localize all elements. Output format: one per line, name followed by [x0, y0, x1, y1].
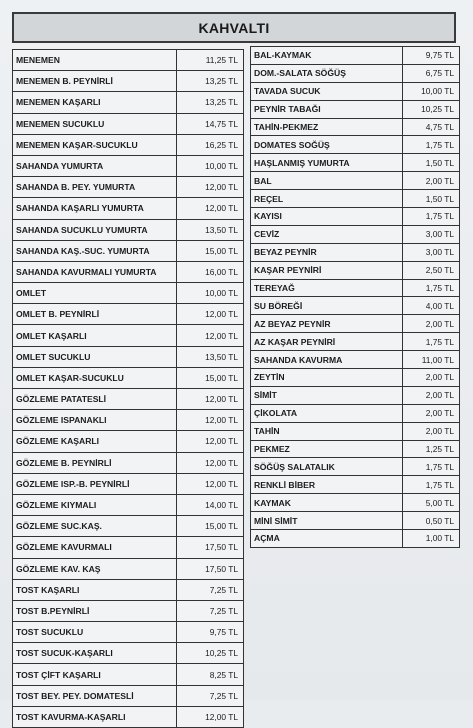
menu-row [251, 136, 460, 154]
item-price: 14,00 TL [177, 494, 244, 515]
item-name: SAHANDA YUMURTA [13, 155, 177, 176]
item-price: 1,00 TL [403, 530, 460, 548]
menu-row [251, 351, 460, 369]
item-name: SÖĞÜŞ SALATALIK [251, 458, 403, 476]
item-name: GÖZLEME SUC.KAŞ. [13, 516, 177, 537]
item-name: MENEMEN KAŞAR-SUCUKLU [13, 134, 177, 155]
menu-row [251, 369, 460, 387]
item-name: KAŞAR PEYNİRİ [251, 261, 403, 279]
menu-row [13, 367, 244, 388]
menu-row [13, 113, 244, 134]
item-price: 2,00 TL [403, 386, 460, 404]
item-name: TOST ÇİFT KAŞARLI [13, 664, 177, 685]
item-price: 1,75 TL [403, 476, 460, 494]
menu-row [13, 706, 244, 727]
item-name: SAHANDA SUCUKLU YUMURTA [13, 219, 177, 240]
menu-row [13, 622, 244, 643]
menu-row [251, 261, 460, 279]
item-price: 10,00 TL [403, 82, 460, 100]
item-price: 10,00 TL [177, 155, 244, 176]
menu-title: KAHVALTI [198, 19, 270, 36]
item-price: 12,00 TL [177, 325, 244, 346]
menu-row [13, 537, 244, 558]
item-price: 1,75 TL [403, 279, 460, 297]
item-price: 13,50 TL [177, 346, 244, 367]
menu-row [13, 664, 244, 685]
menu-row [13, 283, 244, 304]
item-price: 2,00 TL [403, 369, 460, 387]
menu-row [13, 198, 244, 219]
item-name: SU BÖREĞİ [251, 297, 403, 315]
menu-row [13, 389, 244, 410]
menu-row [251, 494, 460, 512]
item-name: BEYAZ PEYNİR [251, 243, 403, 261]
menu-row [251, 47, 460, 65]
menu-row [251, 530, 460, 548]
right-price-table [250, 46, 460, 548]
menu-row [251, 297, 460, 315]
item-name: TOST SUCUK-KAŞARLI [13, 643, 177, 664]
item-name: GÖZLEME KIYMALI [13, 494, 177, 515]
item-price: 11,00 TL [403, 351, 460, 369]
menu-row [13, 92, 244, 113]
item-name: AÇMA [251, 530, 403, 548]
menu-row [251, 333, 460, 351]
item-price: 12,00 TL [177, 389, 244, 410]
item-price: 12,00 TL [177, 452, 244, 473]
menu-row [13, 177, 244, 198]
item-name: TOST SUCUKLU [13, 622, 177, 643]
menu-row [251, 208, 460, 226]
item-price: 3,00 TL [403, 225, 460, 243]
item-price: 12,00 TL [177, 473, 244, 494]
item-price: 7,25 TL [177, 600, 244, 621]
item-name: TAVADA SUCUK [251, 82, 403, 100]
item-name: REÇEL [251, 190, 403, 208]
item-name: SİMİT [251, 386, 403, 404]
item-price: 13,25 TL [177, 92, 244, 113]
menu-row [13, 452, 244, 473]
item-name: GÖZLEME KAV. KAŞ [13, 558, 177, 579]
item-name: TAHİN [251, 422, 403, 440]
item-price: 2,00 TL [403, 404, 460, 422]
item-price: 5,00 TL [403, 494, 460, 512]
item-price: 7,25 TL [177, 579, 244, 600]
item-name: KAYMAK [251, 494, 403, 512]
item-price: 16,00 TL [177, 261, 244, 282]
item-price: 1,50 TL [403, 154, 460, 172]
item-name: GÖZLEME PATATESLİ [13, 389, 177, 410]
item-name: KAYISI [251, 208, 403, 226]
item-name: MENEMEN SUCUKLU [13, 113, 177, 134]
menu-row [251, 100, 460, 118]
item-price: 2,00 TL [403, 172, 460, 190]
item-price: 15,00 TL [177, 367, 244, 388]
menu-row [13, 516, 244, 537]
item-price: 10,25 TL [403, 100, 460, 118]
item-price: 10,00 TL [177, 283, 244, 304]
menu-row [251, 172, 460, 190]
item-name: GÖZLEME KAŞARLI [13, 431, 177, 452]
menu-row [13, 579, 244, 600]
item-name: TOST KAVURMA-KAŞARLI [13, 706, 177, 727]
menu-row [13, 431, 244, 452]
item-price: 4,75 TL [403, 118, 460, 136]
item-name: MENEMEN [13, 50, 177, 71]
item-name: MENEMEN B. PEYNİRLİ [13, 71, 177, 92]
item-name: TOST BEY. PEY. DOMATESLİ [13, 685, 177, 706]
menu-row [13, 473, 244, 494]
item-price: 8,25 TL [177, 664, 244, 685]
item-name: PEYNİR TABAĞI [251, 100, 403, 118]
item-name: AZ BEYAZ PEYNİR [251, 315, 403, 333]
menu-row [251, 315, 460, 333]
item-price: 1,75 TL [403, 458, 460, 476]
item-name: HAŞLANMIŞ YUMURTA [251, 154, 403, 172]
item-price: 3,00 TL [403, 243, 460, 261]
item-price: 12,00 TL [177, 431, 244, 452]
item-name: GÖZLEME ISP.-B. PEYNİRLİ [13, 473, 177, 494]
menu-row [251, 476, 460, 494]
item-price: 15,00 TL [177, 240, 244, 261]
item-name: BAL [251, 172, 403, 190]
item-name: TAHİN-PEKMEZ [251, 118, 403, 136]
item-price: 2,00 TL [403, 422, 460, 440]
item-name: TOST KAŞARLI [13, 579, 177, 600]
menu-row [251, 422, 460, 440]
item-price: 1,75 TL [403, 136, 460, 154]
item-name: TEREYAĞ [251, 279, 403, 297]
menu-row [251, 190, 460, 208]
menu-row [251, 386, 460, 404]
item-name: AZ KAŞAR PEYNİRİ [251, 333, 403, 351]
menu-row [251, 279, 460, 297]
item-price: 15,00 TL [177, 516, 244, 537]
item-price: 12,00 TL [177, 198, 244, 219]
item-price: 11,25 TL [177, 50, 244, 71]
menu-row [251, 458, 460, 476]
item-price: 14,75 TL [177, 113, 244, 134]
item-name: GÖZLEME KAVURMALI [13, 537, 177, 558]
item-price: 1,75 TL [403, 333, 460, 351]
item-price: 10,25 TL [177, 643, 244, 664]
menu-row [13, 685, 244, 706]
item-price: 12,00 TL [177, 410, 244, 431]
menu-row [13, 261, 244, 282]
menu-row [13, 346, 244, 367]
menu-row [251, 154, 460, 172]
item-price: 12,00 TL [177, 177, 244, 198]
menu-row [13, 325, 244, 346]
menu-row [13, 134, 244, 155]
item-price: 0,50 TL [403, 512, 460, 530]
item-name: TOST B.PEYNİRLİ [13, 600, 177, 621]
item-name: OMLET KAŞAR-SUCUKLU [13, 367, 177, 388]
menu-row [13, 494, 244, 515]
item-name: BAL-KAYMAK [251, 47, 403, 65]
item-price: 1,75 TL [403, 208, 460, 226]
menu-title-box [12, 12, 456, 43]
item-price: 16,25 TL [177, 134, 244, 155]
item-price: 9,75 TL [177, 622, 244, 643]
item-name: CEVİZ [251, 225, 403, 243]
item-name: SAHANDA B. PEY. YUMURTA [13, 177, 177, 198]
item-name: SAHANDA KAŞARLI YUMURTA [13, 198, 177, 219]
menu-row [13, 155, 244, 176]
item-price: 1,25 TL [403, 440, 460, 458]
item-name: MENEMEN KAŞARLI [13, 92, 177, 113]
item-price: 6,75 TL [403, 64, 460, 82]
item-name: OMLET KAŞARLI [13, 325, 177, 346]
menu-row [13, 558, 244, 579]
menu-row [13, 304, 244, 325]
menu-row [251, 512, 460, 530]
item-price: 13,25 TL [177, 71, 244, 92]
menu-row [13, 643, 244, 664]
item-name: GÖZLEME ISPANAKLI [13, 410, 177, 431]
item-price: 12,00 TL [177, 706, 244, 727]
menu-row [251, 225, 460, 243]
item-name: OMLET [13, 283, 177, 304]
menu-row [251, 64, 460, 82]
item-price: 4,00 TL [403, 297, 460, 315]
item-price: 17,50 TL [177, 558, 244, 579]
item-price: 17,50 TL [177, 537, 244, 558]
item-name: SAHANDA KAŞ.-SUC. YUMURTA [13, 240, 177, 261]
item-price: 7,25 TL [177, 685, 244, 706]
item-name: ZEYTİN [251, 369, 403, 387]
item-name: GÖZLEME B. PEYNİRLİ [13, 452, 177, 473]
item-price: 2,50 TL [403, 261, 460, 279]
item-name: OMLET B. PEYNİRLİ [13, 304, 177, 325]
menu-row [13, 410, 244, 431]
item-name: DOM.-SALATA SÖĞÜŞ [251, 64, 403, 82]
menu-row [13, 219, 244, 240]
left-price-table [12, 49, 244, 728]
item-name: RENKLİ BİBER [251, 476, 403, 494]
item-name: ÇİKOLATA [251, 404, 403, 422]
menu-row [13, 240, 244, 261]
menu-row [251, 243, 460, 261]
item-price: 2,00 TL [403, 315, 460, 333]
menu-row [251, 82, 460, 100]
menu-row [251, 440, 460, 458]
item-price: 12,00 TL [177, 304, 244, 325]
menu-row [13, 50, 244, 71]
item-name: PEKMEZ [251, 440, 403, 458]
item-price: 9,75 TL [403, 47, 460, 65]
menu-row [13, 71, 244, 92]
item-name: SAHANDA KAVURMALI YUMURTA [13, 261, 177, 282]
menu-row [251, 404, 460, 422]
item-name: SAHANDA KAVURMA [251, 351, 403, 369]
menu-row [13, 600, 244, 621]
item-name: MİNİ SİMİT [251, 512, 403, 530]
item-price: 13,50 TL [177, 219, 244, 240]
item-name: OMLET SUCUKLU [13, 346, 177, 367]
item-name: DOMATES SOĞÜŞ [251, 136, 403, 154]
menu-row [251, 118, 460, 136]
item-price: 1,50 TL [403, 190, 460, 208]
